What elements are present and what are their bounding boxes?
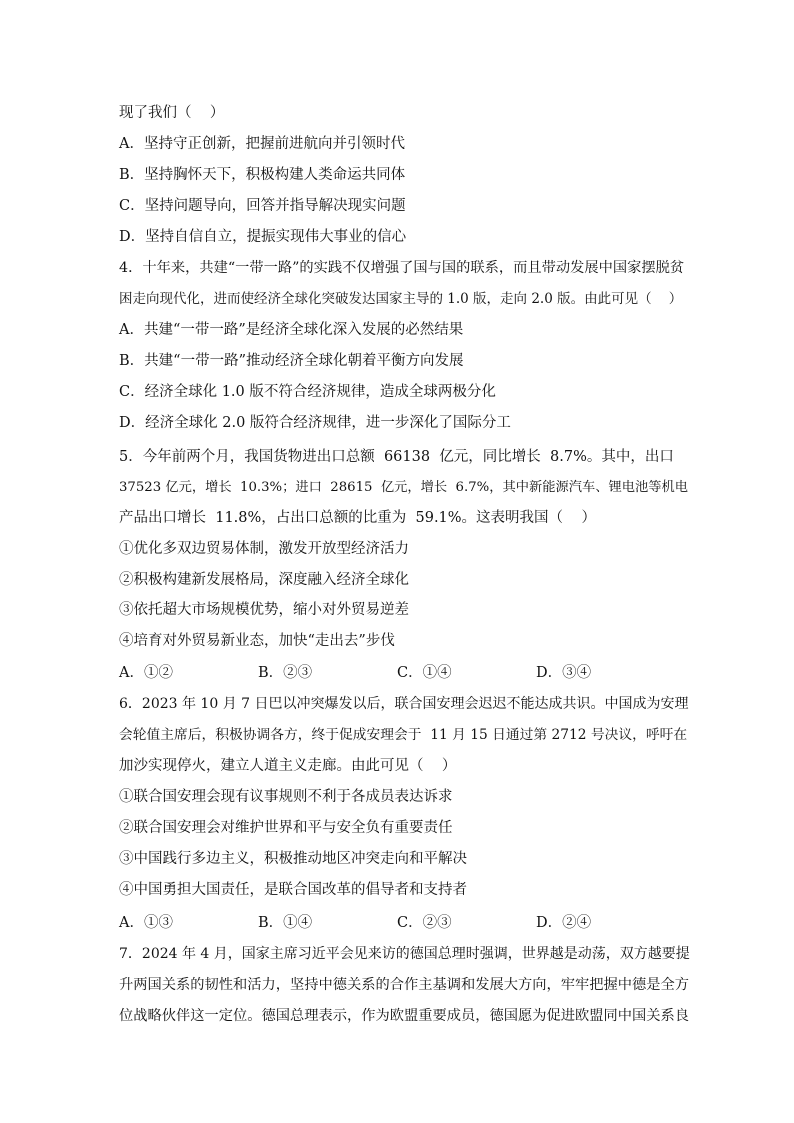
q7-stem-line-3: 位战略伙伴这一定位。德国总理表示，作为欧盟重要成员，德国愿为促进欧盟同中国关系良 [119,1008,690,1024]
q6-stem-line-2: 会轮值主席后，积极协调各方，终于促成安理会于 11 月 15 日通过第 2712 号决议，呼吁在 [119,727,688,743]
q5-item-3: ③依托超大市场规模优势，缩小对外贸易逆差 [119,602,409,618]
q5-stem-line-1: 5．今年前两个月，我国货物进出口总额 66138 亿元，同比增长 8.7%。其中，出口 [119,449,674,465]
q6-choice-a: A．①③ [119,915,173,931]
q6-choice-d: D．②④ [536,915,592,931]
q6-item-4: ④中国勇担大国责任，是联合国改革的倡导者和支持者 [119,882,467,898]
q4-stem-line-2: 困走向现代化，进而使经济全球化突破发达国家主导的 1.0 版，走向 2.0 版。由此可见（ ） [119,291,683,307]
q6-item-2: ②联合国安理会对维护世界和平与安全负有重要责任 [119,820,453,836]
q7-stem-line-1: 7．2024 年 4 月，国家主席习近平会见来访的德国总理时强调，世界越是动荡，双方越要提 [119,946,690,962]
q3-option-a: A．坚持守正创新，把握前进航向并引领时代 [119,136,405,152]
q4-option-c: C．经济全球化 1.0 版不符合经济规律，造成全球两极分化 [119,384,496,400]
q3-option-c: C．坚持问题导向，回答并指导解决现实问题 [119,198,406,214]
q4-stem-line-1: 4．十年来，共建“一带一路”的实践不仅增强了国与国的联系，而且带动发展中国家摆脱贫 [119,260,685,276]
q3-continuation: 现了我们（ ） [119,105,225,121]
q6-item-3: ③中国践行多边主义，积极推动地区冲突走向和平解决 [119,851,467,867]
q5-choice-a: A．①② [119,665,173,681]
q5-item-4: ④培育对外贸易新业态，加快“走出去”步伐 [119,633,395,649]
q4-option-a: A．共建“一带一路”是经济全球化深入发展的必然结果 [119,322,464,338]
q7-stem-line-2: 升两国关系的韧性和活力，坚持中德关系的合作主基调和发展大方向，牢牢把握中德是全方 [119,977,690,993]
q6-stem-line-1: 6．2023 年 10 月 7 日巴以冲突爆发以后，联合国安理会迟迟不能达成共识。中国成为安理 [119,696,689,712]
q5-stem-line-3: 产品出口增长 11.8%，占出口总额的比重为 59.1%。这表明我国（ ） [119,510,596,526]
q4-option-d: D．经济全球化 2.0 版符合经济规律，进一步深化了国际分工 [119,415,511,431]
q5-item-1: ①优化多双边贸易体制，激发开放型经济活力 [119,541,409,557]
q6-item-1: ①联合国安理会现有议事规则不利于各成员表达诉求 [119,789,453,805]
q4-option-b: B．共建“一带一路”推动经济全球化朝着平衡方向发展 [119,353,464,369]
q3-option-d: D．坚持自信自立，提振实现伟大事业的信心 [119,229,407,245]
q5-choice-b: B．②③ [258,665,313,681]
q6-stem-line-3: 加沙实现停火，建立人道主义走廊。由此可见（ ） [119,758,457,774]
q5-item-2: ②积极构建新发展格局，深度融入经济全球化 [119,572,409,588]
q5-choice-c: C．①④ [397,665,452,681]
q6-choice-b: B．①④ [258,915,313,931]
q6-choice-c: C．②③ [397,915,452,931]
q5-stem-line-2: 37523 亿元，增长 10.3%；进口 28615 亿元，增长 6.7%，其中新能源汽车、锂电池等机电 [119,480,688,495]
q5-choice-d: D．③④ [536,665,592,681]
q3-option-b: B．坚持胸怀天下，积极构建人类命运共同体 [119,167,406,183]
